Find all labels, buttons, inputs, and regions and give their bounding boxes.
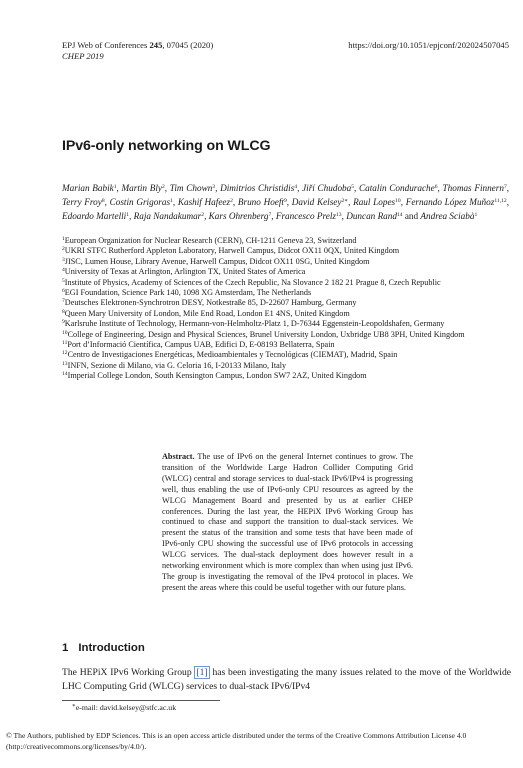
author-name: David Kelsey [291,197,342,207]
author-name: Martin Bly [121,183,162,193]
author-name: Duncan Rand [346,211,397,221]
running-header-left [62,40,213,62]
intro-text-start: The HEPiX IPv6 Working Group [62,667,195,678]
affiliation-item [62,340,511,350]
author-affiliation-mark: 9 [283,198,287,204]
citation-link[interactable]: [1] [196,667,208,678]
author-name: Bruno Hoeft [237,197,284,207]
author-name: Terry Froy [62,197,102,207]
affiliation-number: 10 [62,329,68,336]
author-name: Thomas Finnern [442,183,504,193]
affiliation-text: College of Engineering, Design and Physical Sciences, Brunel University London, Uxbridge UB8 3PH, United Kingdom [67,329,465,339]
affiliation-item [62,350,511,360]
footnote [72,703,176,713]
author-name: Edoardo Martelli [62,211,127,221]
affiliation-text: Imperial College London, South Kensington Campus, London SW7 2AZ, United Kingdom [67,371,367,381]
affiliation-number: 7 [62,298,65,305]
article-number: , 07045 (2020) [162,40,214,50]
affiliation-item [62,361,511,371]
affiliation-item [62,257,511,267]
affiliation-text: Port d’Informació Científica, Campus UAB, Edifici D, E-08193 Bellaterra, Spain [67,340,335,350]
affiliation-number: 4 [62,267,65,274]
author-name: Dimitrios Christidis [220,183,295,193]
author-affiliation-mark: 4 [294,184,298,190]
section-heading [62,642,145,654]
author-affiliation-mark: 1 [126,212,130,218]
intro-text-end: has been investigating the many issues related to the move of the Worldwide LHC Computing Grid (WLCG) services to dual-stack IPv6/IPv4 [62,667,511,692]
author-affiliation-mark: 2 [161,184,165,190]
affiliation-text: Karlsruhe Institute of Technology, Hermann-von-Helmholtz-Platz 1, D-76344 Eggenstein-Leopoldshafen, Germany [64,319,445,329]
intro-paragraph [62,666,511,694]
affiliation-item [62,236,511,246]
affiliation-number: 12 [62,350,68,357]
author-affiliation-mark: 2 [230,198,233,204]
authors-and: and [402,211,421,221]
abstract [162,452,413,594]
author-affiliation-mark: 10 [395,198,401,204]
author-name: Raul Lopes [353,197,396,207]
affiliation-text: UKRI STFC Rutherford Appleton Laboratory, Harwell Campus, Didcot OX11 0QX, United Kingdom [64,246,400,256]
section-title: Introduction [78,642,145,654]
author-name: Andrea Sciabà [420,211,475,221]
author-name: Kars Ohrenberg [208,211,269,221]
footnote-mark: ∗ [72,703,76,709]
author-affiliation-mark: 14 [396,212,403,218]
affiliation-item [62,267,511,277]
affiliation-text: Institute of Physics, Academy of Sciences of the Czech Republic, Na Slovance 2 182 21 Prague 8, Czech Republic [64,277,441,287]
affiliation-list [62,236,511,382]
author-affiliation-mark: 8 [101,198,105,204]
affiliation-number: 11 [62,340,68,347]
affiliation-item [62,371,511,381]
author-name: Jiří Chudoba [302,183,352,193]
journal-volume: 245 [149,40,163,50]
author-name: Francesco Prelz [275,211,336,221]
author-name: Raja Nandakumar [133,211,202,221]
affiliation-text: Centro de Investigaciones Energéticas, Medioambientales y Tecnológicas (CIEMAT), Madrid, Spain [67,350,398,360]
affiliation-item [62,288,511,298]
affiliation-number: 5 [62,277,65,284]
author-name: Marian Babik [62,183,114,193]
author-name: Kashif Hafeez [177,197,231,207]
affiliation-number: 3 [62,256,65,263]
affiliation-number: 14 [62,371,68,378]
affiliation-text: University of Texas at Arlington, Arlington TX, United States of America [64,267,306,277]
affiliation-item [62,319,511,329]
affiliation-text: EGI Foundation, Science Park 140, 1098 XG Amsterdam, The Netherlands [64,288,312,298]
author-affiliation-mark: 3 [212,184,216,190]
author-affiliation-mark: 7 [503,184,507,190]
journal-citation [62,40,213,51]
author-name: Tim Chown [169,183,213,193]
author-affiliation-mark: 2∗ [341,198,349,204]
author-affiliation-mark: 2 [201,212,205,218]
affiliation-number: 8 [62,308,65,315]
affiliation-item [62,309,511,319]
paper-title: IPv6-only networking on WLCG [62,138,271,154]
abstract-label: Abstract. [162,452,195,461]
footnote-rule [62,700,220,701]
author-name: Catalin Condurache [359,183,435,193]
affiliation-number: 2 [62,246,65,253]
affiliation-item [62,330,511,340]
journal-name: EPJ Web of Conferences [62,40,148,50]
affiliation-text: JISC, Lumen House, Library Avenue, Harwell Campus, Didcot OX11 0SG, United Kingdom [64,256,370,266]
affiliation-text: Deutsches Elektronen-Synchrotron DESY, Notkestraße 85, D-22607 Hamburg, Germany [64,298,357,308]
author-affiliation-mark: 1 [170,198,173,204]
author-name: Fernando López Muñoz [405,197,495,207]
author-list: Marian Babik$^1$, Martin Bly$^2$, Tim Chown$^3$, Dimitrios Christidis$^4$, Jiří Chudoba$^5$, Catalin Condurache$^6$, Thomas Finnern$^7$, Terry Froy$^8$, Costin Grigoras$^1$, Kashif Hafeez$^2$, Bruno Hoeft$^9$, David Kelsey$^{2∗}$, Raul Lopes$^{10}$, Fernando López Muñoz$^{11,12}$, Edoardo Martelli$^1$, Raja Nandakumar$^2$, Kars Ohrenberg$^7$, Francesco Prelz$^{13}$, Duncan Rand$^{14}$ and Andrea Sciabà$^1$ [62,183,510,221]
conference-name: CHEP 2019 [62,51,104,61]
author-affiliation-mark: 11,12 [494,198,507,204]
abstract-text: The use of IPv6 on the general Internet continues to grow. The transition of the Worldwide Large Hadron Collider Computing Grid (WLCG) central and storage services to dual-stack IPv6/IPv4 is progressing well, thus enabling the use of IPv6-only CPU resources as agreed by the WLCG Management Board and presented by us at earlier CHEP conferences. During the last year, the HEPiX IPv6 Working Group has continued to chase and support the transition to dual-stack services. We present the status of the transition and some tests that have been made of IPv6-only CPU showing the successful use of IPv6 protocols in accessing WLCG services. The dual-stack deployment does however result in a networking environment which is more complex than when using just IPv6. The group is investigating the removal of the IPv4 protocol in places. We present the areas where this could be useful together with our future plans. [162,452,414,592]
affiliation-number: 1 [62,236,65,242]
affiliation-number: 6 [62,288,65,295]
affiliation-number: 13 [62,360,68,367]
author-affiliation-mark: 1 [474,212,478,218]
affiliation-item [62,246,511,256]
author-affiliation-mark: 6 [434,184,438,190]
author-affiliation-mark: 1 [113,184,117,190]
affiliation-item [62,298,511,308]
affiliation-text: INFN, Sezione di Milano, via G. Celoria 16, I-20133 Milano, Italy [67,360,287,370]
footnote-text: e-mail: david.kelsey@stfc.ac.uk [75,703,177,712]
author-affiliation-mark: 7 [268,212,272,218]
author-name: Costin Grigoras [109,197,171,207]
section-number: 1 [62,642,69,654]
author-affiliation-mark: 13 [336,212,342,218]
affiliation-number: 9 [62,319,65,326]
license-footer: © The Authors, published by EDP Sciences. This is an open access article distributed under the terms of the Creative Commons Attribution License 4.0 (http://creativecommons.org/licenses/by/4.0/). [6,731,467,751]
affiliation-text: European Organization for Nuclear Research (CERN), CH-1211 Geneva 23, Switzerland [64,236,357,245]
author-affiliation-mark: 5 [351,184,355,190]
doi-link[interactable]: https://doi.org/10.1051/epjconf/202024507045 [348,40,509,50]
affiliation-text: Queen Mary University of London, Mile End Road, London E1 4NS, United Kingdom [64,308,350,318]
affiliation-item [62,278,511,288]
